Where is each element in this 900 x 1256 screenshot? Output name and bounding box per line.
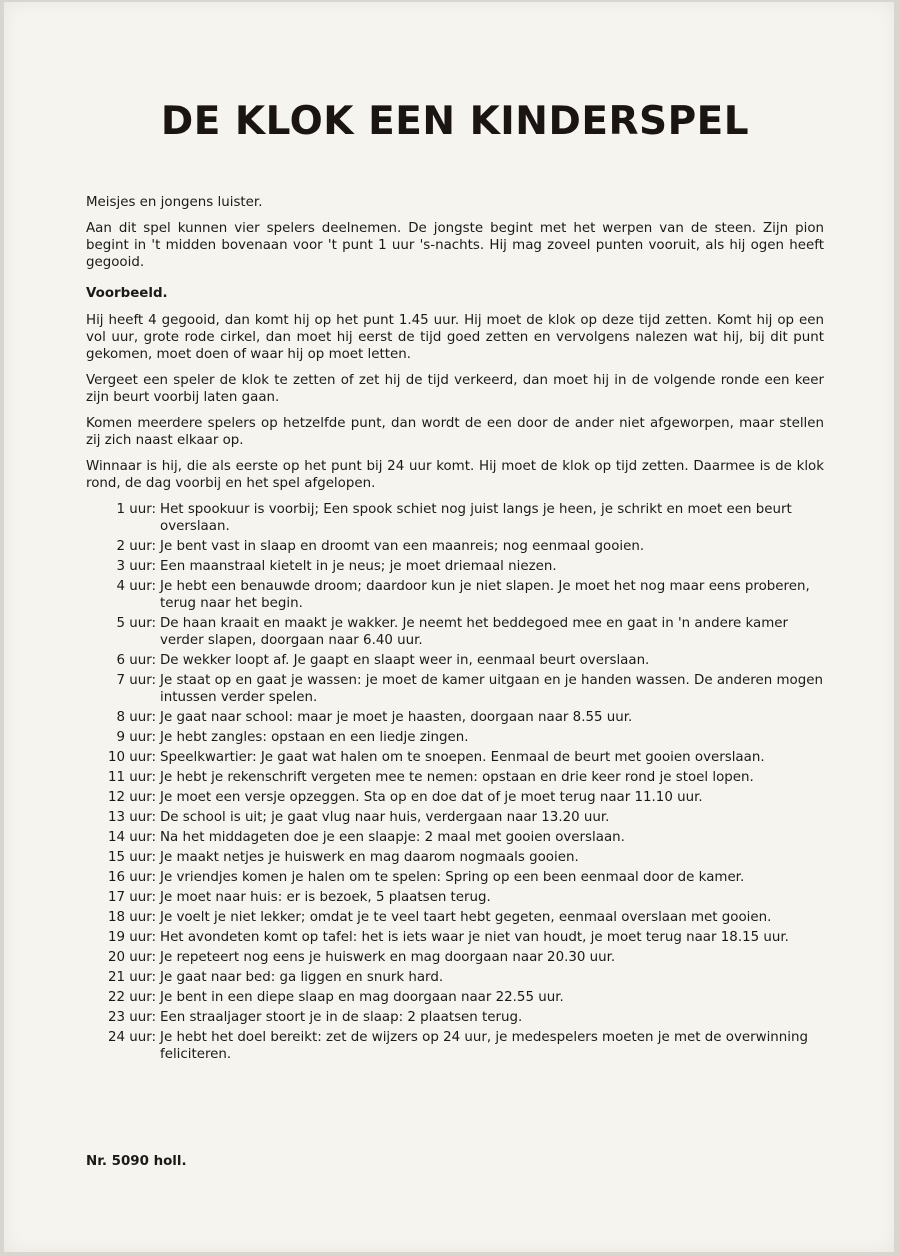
body-paragraph: Vergeet een speler de klok te zetten of zet hij de tijd verkeerd, dan moet hij in de volgende ronde een keer zijn beurt voorbij laten gaan. xyxy=(86,373,824,405)
document-body xyxy=(86,94,824,1066)
hour-rule-row xyxy=(86,672,824,706)
hour-label: 19 uur: xyxy=(107,930,156,945)
hour-rule-row xyxy=(86,929,824,946)
hour-rule-row xyxy=(86,558,824,575)
hour-label: 24 uur: xyxy=(107,1030,156,1045)
hour-label: 22 uur: xyxy=(107,990,156,1005)
hour-rule-row xyxy=(86,869,824,886)
hour-rule-text: Je gaat naar school: maar je moet je haasten, doorgaan naar 8.55 uur. xyxy=(160,710,633,725)
hour-rule-row xyxy=(86,1009,824,1026)
hour-label: 18 uur: xyxy=(107,910,156,925)
hour-rule-text: Je bent in een diepe slaap en mag doorgaan naar 22.55 uur. xyxy=(160,990,564,1005)
hour-rule-text: Je hebt het doel bereikt: zet de wijzers op 24 uur, je medespelers moeten je met de overwinning feliciteren. xyxy=(160,1030,808,1062)
hours-list xyxy=(86,501,824,1063)
hour-label: 1 uur: xyxy=(116,502,156,517)
hour-label: 20 uur: xyxy=(107,950,156,965)
intro-paragraph: Aan dit spel kunnen vier spelers deelnemen. De jongste begint met het werpen van de steen. Zijn pion begint in 't midden bovenaan voor 't punt 1 uur 's-nachts. Hij mag zoveel punten vooruit, als hij ogen heeft gegooid. xyxy=(86,221,824,270)
hour-rule-row xyxy=(86,501,824,535)
hour-rule-text: Je staat op en gaat je wassen: je moet de kamer uitgaan en je handen wassen. De anderen mogen intussen verder spelen. xyxy=(160,673,823,705)
hour-rule-text: Het spookuur is voorbij; Een spook schiet nog juist langs je heen, je schrikt en moet een beurt overslaan. xyxy=(160,502,792,534)
hour-label: 4 uur: xyxy=(116,579,156,594)
hour-label: 23 uur: xyxy=(107,1010,156,1025)
hour-label: 12 uur: xyxy=(107,790,156,805)
hour-rule-text: Je moet een versje opzeggen. Sta op en doe dat of je moet terug naar 11.10 uur. xyxy=(160,790,703,805)
hour-label: 2 uur: xyxy=(116,539,156,554)
body-paragraph: Hij heeft 4 gegooid, dan komt hij op het punt 1.45 uur. Hij moet de klok op deze tijd zetten. Komt hij op een vol uur, grote rode cirkel, dan moet hij eerst de tijd goed zetten en vervolgens nalezen wat hij, bij dit punt gekomen, moet doen of waar hij op moet letten. xyxy=(86,313,824,362)
hour-rule-row xyxy=(86,809,824,826)
hour-rule-row xyxy=(86,969,824,986)
hour-rule-text: Je hebt je rekenschrift vergeten mee te nemen: opstaan en drie keer rond je stoel lopen. xyxy=(160,770,754,785)
hour-rule-text: Het avondeten komt op tafel: het is iets waar je niet van houdt, je moet terug naar 18.15 uur. xyxy=(160,930,789,945)
hour-rule-text: Je vriendjes komen je halen om te spelen: Spring op een been eenmaal door de kamer. xyxy=(160,870,745,885)
paper-sheet xyxy=(4,2,894,1252)
hour-rule-text: Je voelt je niet lekker; omdat je te veel taart hebt gegeten, eenmaal overslaan met gooien. xyxy=(160,910,772,925)
hour-rule-row xyxy=(86,769,824,786)
hour-label: 9 uur: xyxy=(116,730,156,745)
hour-rule-row xyxy=(86,1029,824,1063)
hour-rule-row xyxy=(86,889,824,906)
hour-label: 5 uur: xyxy=(116,616,156,631)
hour-rule-text: Je moet naar huis: er is bezoek, 5 plaatsen terug. xyxy=(160,890,491,905)
hour-rule-row xyxy=(86,909,824,926)
hour-rule-row xyxy=(86,729,824,746)
hour-rule-row xyxy=(86,749,824,766)
hour-rule-text: Je bent vast in slaap en droomt van een maanreis; nog eenmaal gooien. xyxy=(160,539,645,554)
hour-label: 6 uur: xyxy=(116,653,156,668)
body-paragraph: Winnaar is hij, die als eerste op het punt bij 24 uur komt. Hij moet de klok op tijd zetten. Daarmee is de klok rond, de dag voorbij en het spel afgelopen. xyxy=(86,459,824,491)
hour-label: 16 uur: xyxy=(107,870,156,885)
hour-rule-text: Je gaat naar bed: ga liggen en snurk hard. xyxy=(160,970,444,985)
hour-rule-text: De wekker loopt af. Je gaapt en slaapt weer in, eenmaal beurt overslaan. xyxy=(160,653,650,668)
hour-label: 3 uur: xyxy=(116,559,156,574)
hour-label: 8 uur: xyxy=(116,710,156,725)
hour-label: 17 uur: xyxy=(107,890,156,905)
hour-rule-text: Je hebt een benauwde droom; daardoor kun je niet slapen. Je moet het nog maar eens proberen, terug naar het begin. xyxy=(160,579,810,611)
hour-label: 10 uur: xyxy=(107,750,156,765)
body-paragraph: Komen meerdere spelers op hetzelfde punt, dan wordt de een door de ander niet afgeworpen, maar stellen zij zich naast elkaar op. xyxy=(86,416,824,448)
hour-rule-text: Een maanstraal kietelt in je neus; je moet driemaal niezen. xyxy=(160,559,557,574)
hour-label: 11 uur: xyxy=(107,770,156,785)
hour-rule-row xyxy=(86,709,824,726)
hour-rule-text: Je hebt zangles: opstaan en een liedje zingen. xyxy=(160,730,469,745)
article-number: Nr. 5090 holl. xyxy=(86,1154,187,1169)
intro-paragraph: Meisjes en jongens luister. xyxy=(86,195,263,210)
hour-label: 14 uur: xyxy=(107,830,156,845)
hour-rule-row xyxy=(86,989,824,1006)
hour-rule-text: Na het middageten doe je een slaapje: 2 maal met gooien overslaan. xyxy=(160,830,625,845)
hour-label: 7 uur: xyxy=(116,673,156,688)
hour-rule-row xyxy=(86,578,824,612)
hour-rule-row xyxy=(86,949,824,966)
hour-rule-row xyxy=(86,849,824,866)
hour-rule-row xyxy=(86,652,824,669)
hour-rule-row xyxy=(86,538,824,555)
hour-rule-text: Je repeteert nog eens je huiswerk en mag doorgaan naar 20.30 uur. xyxy=(160,950,616,965)
hour-rule-text: Speelkwartier: Je gaat wat halen om te snoepen. Eenmaal de beurt met gooien overslaan. xyxy=(160,750,765,765)
hour-rule-text: De haan kraait en maakt je wakker. Je neemt het beddegoed mee en gaat in 'n andere kamer verder slapen, doorgaan naar 6.40 uur. xyxy=(160,616,789,648)
hour-rule-row xyxy=(86,789,824,806)
hour-rule-row xyxy=(86,829,824,846)
hour-rule-text: De school is uit; je gaat vlug naar huis, verdergaan naar 13.20 uur. xyxy=(160,810,610,825)
hour-label: 13 uur: xyxy=(107,810,156,825)
page-title: DE KLOK EEN KINDERSPEL xyxy=(160,99,750,144)
hour-rule-text: Een straaljager stoort je in de slaap: 2 plaatsen terug. xyxy=(160,1010,523,1025)
hour-label: 21 uur: xyxy=(107,970,156,985)
example-heading: Voorbeeld. xyxy=(86,286,168,301)
hour-rule-text: Je maakt netjes je huiswerk en mag daarom nogmaals gooien. xyxy=(160,850,579,865)
hour-label: 15 uur: xyxy=(107,850,156,865)
hour-rule-row xyxy=(86,615,824,649)
